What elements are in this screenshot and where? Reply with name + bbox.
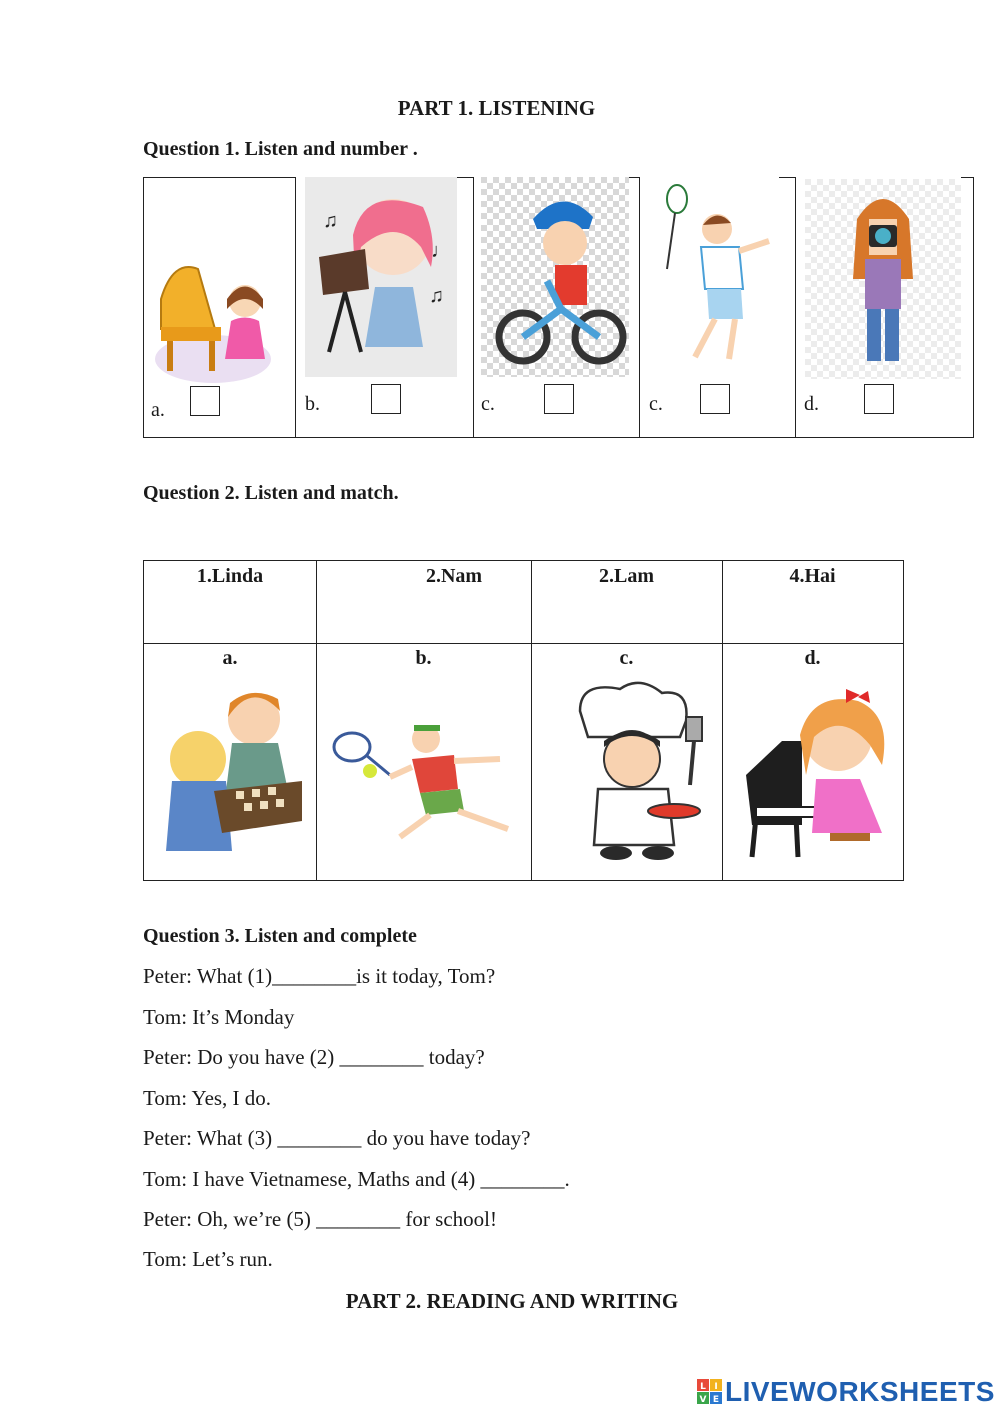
q3-line-4: Tom: Yes, I do. <box>143 1086 272 1110</box>
question3-heading: Question 3. Listen and complete <box>143 925 417 947</box>
q1-label-d-first: c. <box>649 393 663 415</box>
q1-answer-box-a[interactable] <box>190 386 220 416</box>
q1-answer-box-d-first[interactable] <box>700 384 730 414</box>
q2-letter-a: a. <box>222 647 238 669</box>
q3-line-7: Peter: Oh, we’re (5) ________ for school! <box>143 1207 497 1231</box>
liveworksheets-logo-text: LIVEWORKSHEETS <box>725 1376 995 1407</box>
boy-chef-picture <box>540 681 720 865</box>
svg-text:V: V <box>699 1395 707 1405</box>
svg-text:I: I <box>714 1382 718 1392</box>
svg-text:L: L <box>700 1382 706 1392</box>
q2-name-1: 1.Linda <box>196 565 264 587</box>
svg-text:♩: ♩ <box>431 240 451 262</box>
question1-heading: Question 1. Listen and number . <box>143 138 418 160</box>
q2-letter-d: d. <box>804 647 821 669</box>
svg-text:♫: ♫ <box>323 210 338 232</box>
girl-singing-picture <box>305 177 457 377</box>
q1-label-c: c. <box>481 393 495 415</box>
q2-letter-c: c. <box>619 647 634 669</box>
q3-line-1: Peter: What (1)________is it today, Tom? <box>143 964 496 988</box>
boy-badminton-picture <box>659 179 779 369</box>
q3-line-5: Peter: What (3) ________ do you have today? <box>143 1126 531 1150</box>
svg-text:♫: ♫ <box>429 285 444 307</box>
q3-line-2: Tom: It’s Monday <box>143 1005 295 1029</box>
q1-answer-box-b[interactable] <box>371 384 401 414</box>
q1-label-b: b. <box>305 393 320 415</box>
part1-title: PART 1. LISTENING <box>397 96 596 120</box>
girl-camera-picture <box>805 179 961 379</box>
q2-name-3: 2.Lam <box>599 565 654 587</box>
q1-label-a: a. <box>151 399 165 421</box>
svg-text:E: E <box>712 1395 720 1405</box>
q3-line-6: Tom: I have Vietnamese, Maths and (4) ________. <box>143 1167 570 1191</box>
q2-name-2: 2.Nam <box>425 565 483 587</box>
q1-answer-box-d[interactable] <box>864 384 894 414</box>
question1-table <box>143 177 974 438</box>
q3-line-3: Peter: Do you have (2) ________ today? <box>143 1045 485 1069</box>
q1-answer-box-c[interactable] <box>544 384 574 414</box>
girl-piano-picture <box>153 229 273 384</box>
q2-letter-b: b. <box>415 647 432 669</box>
question2-table <box>143 560 904 881</box>
boys-chess-picture <box>152 681 310 867</box>
q3-line-8: Tom: Let’s run. <box>143 1247 273 1271</box>
q2-name-4: 4.Hai <box>789 565 836 587</box>
boy-tennis-picture <box>330 719 526 845</box>
liveworksheets-logo <box>697 1376 993 1410</box>
question2-heading: Question 2. Listen and match. <box>143 482 399 504</box>
part2-title: PART 2. READING AND WRITING <box>345 1289 679 1313</box>
boy-bike-picture <box>481 177 629 377</box>
girl-piano-picture-2 <box>742 685 894 865</box>
q1-label-d: d. <box>804 393 819 415</box>
liveworksheets-logo-icon <box>697 1379 723 1405</box>
